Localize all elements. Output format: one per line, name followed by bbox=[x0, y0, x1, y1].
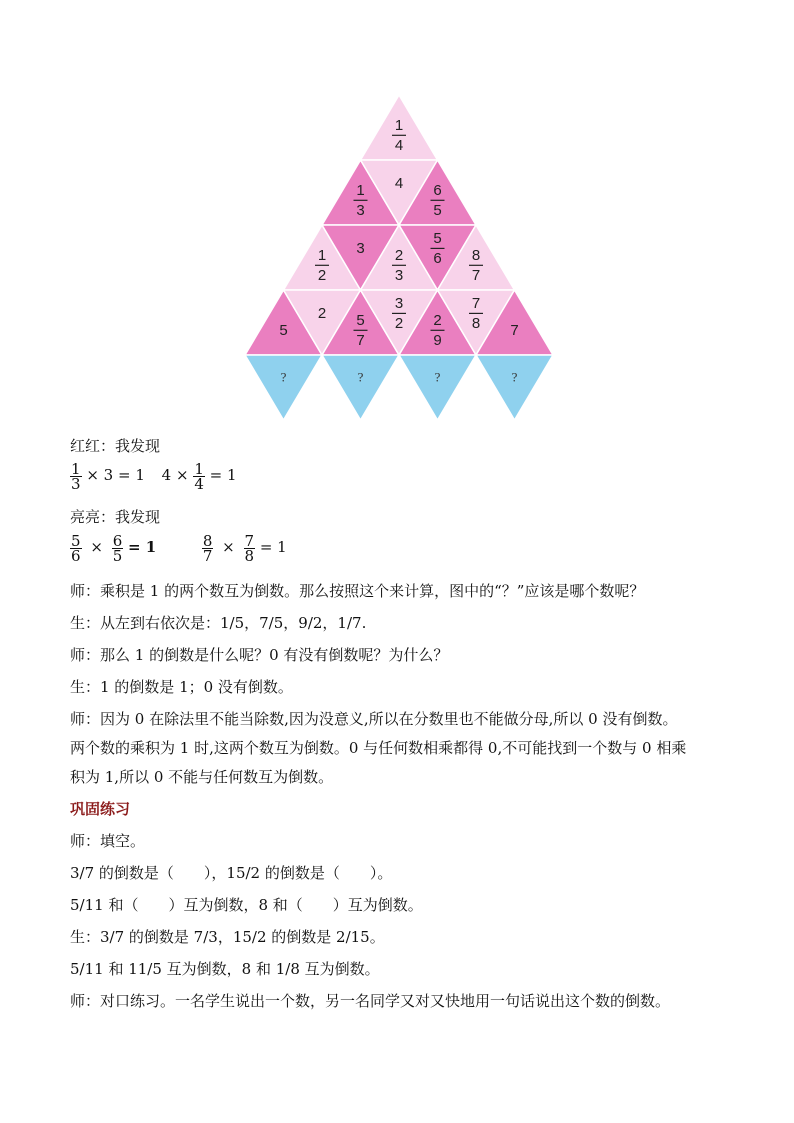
numerator: 8 bbox=[471, 246, 481, 264]
fraction: $\frac{8}{7}$ bbox=[202, 531, 213, 565]
numerator: 3 bbox=[394, 294, 404, 312]
fraction: $\frac{1}{4}$ bbox=[194, 459, 204, 493]
denominator: 3 bbox=[356, 201, 365, 219]
value: 4 bbox=[394, 174, 404, 192]
numerator: 1 bbox=[317, 246, 327, 264]
denominator: 2 bbox=[394, 314, 404, 332]
equation-text: × 3 = 1 bbox=[86, 466, 145, 484]
equation-line-2 bbox=[70, 532, 287, 563]
liang-discovery-label: 亮亮：我发现 bbox=[70, 508, 161, 526]
equation-text: 4 × bbox=[161, 466, 189, 484]
numerator: 1 bbox=[394, 116, 404, 134]
fraction: $\frac{6}{5}$ bbox=[112, 531, 123, 565]
student-answer-paragraph: 生：从左到右依次是：1/5，7/5，9/2，1/7. bbox=[70, 614, 367, 632]
denominator: 5 bbox=[433, 201, 442, 219]
value: 7 bbox=[510, 321, 519, 339]
teacher-question-paragraph: 师：乘积是 1 的两个数互为倒数。那么按照这个来计算，图中的“？”应该是哪个数呢？ bbox=[70, 582, 645, 600]
fraction: $\frac{5}{6}$ bbox=[71, 531, 81, 565]
teacher-explanation-line-2: 两个数的乘积为 1 时,这两个数互为倒数。0 与任何数相乘都得 0,不可能找到一个数与 0 相乘 bbox=[70, 739, 687, 757]
denominator: 6 bbox=[433, 249, 442, 267]
triangle-label bbox=[356, 240, 364, 257]
denominator: 3 bbox=[394, 266, 404, 284]
value: ? bbox=[280, 369, 287, 385]
value: 5 bbox=[279, 321, 288, 339]
equation-line-1 bbox=[70, 460, 237, 491]
equation-text: = 1 bbox=[209, 466, 237, 484]
exercise-line-2: 5/11 和（ ）互为倒数，8 和（ ）互为倒数。 bbox=[70, 896, 423, 914]
equation-text: = 1 bbox=[259, 538, 287, 556]
denominator: 9 bbox=[433, 331, 442, 349]
teacher-instruction: 师：填空。 bbox=[70, 832, 146, 850]
denominator: 7 bbox=[471, 266, 481, 284]
exercise-line-1: 3/7 的倒数是（ ），15/2 的倒数是（ ）。 bbox=[70, 864, 393, 882]
teacher-explanation-line-3: 积为 1,所以 0 不能与任何数互为倒数。 bbox=[70, 768, 334, 786]
triangle-label bbox=[318, 305, 326, 322]
triangle-label bbox=[358, 370, 364, 385]
question-triangle bbox=[476, 355, 553, 420]
value: 3 bbox=[356, 239, 365, 257]
denominator: 2 bbox=[317, 266, 327, 284]
fraction: $\frac{1}{3}$ bbox=[71, 459, 81, 493]
value: ? bbox=[511, 369, 518, 385]
reciprocal-triangle-puzzle bbox=[244, 95, 554, 425]
section-heading: 巩固练习 bbox=[70, 800, 131, 818]
question-triangle bbox=[322, 355, 399, 420]
times-sign: × bbox=[90, 538, 103, 556]
fraction: $\frac{7}{8}$ bbox=[244, 531, 255, 565]
numerator: 2 bbox=[394, 246, 404, 264]
denominator: 4 bbox=[394, 136, 404, 154]
teacher-question-paragraph: 师：那么 1 的倒数是什么呢？0 有没有倒数呢？为什么？ bbox=[70, 646, 449, 664]
teacher-practice-instruction: 师：对口练习。一名学生说出一个数，另一名同学又对又快地用一句话说出这个数的倒数。 bbox=[70, 992, 671, 1010]
triangle-label bbox=[512, 370, 518, 385]
denominator: 8 bbox=[471, 314, 481, 332]
value: ? bbox=[357, 369, 364, 385]
numerator: 5 bbox=[433, 229, 442, 247]
hong-discovery-label: 红红：我发现 bbox=[70, 437, 161, 455]
triangle-label bbox=[395, 175, 403, 192]
student-answer-line-2: 5/11 和 11/5 互为倒数，8 和 1/8 互为倒数。 bbox=[70, 960, 380, 978]
numerator: 7 bbox=[471, 294, 481, 312]
numerator: 1 bbox=[356, 181, 365, 199]
triangle-label bbox=[435, 370, 441, 385]
value: ? bbox=[434, 369, 441, 385]
triangle-label bbox=[279, 322, 287, 339]
teacher-explanation-line-1: 师：因为 0 在除法里不能当除数,因为没意义,所以在分数里也不能做分母,所以 0 没有倒数。 bbox=[70, 710, 678, 728]
triangle-label bbox=[510, 322, 518, 339]
equation-text: = 1 bbox=[128, 538, 157, 556]
denominator: 7 bbox=[356, 331, 365, 349]
student-answer-line-1: 生：3/7 的倒数是 7/3，15/2 的倒数是 2/15。 bbox=[70, 928, 385, 946]
triangle-label bbox=[281, 370, 287, 385]
student-answer-paragraph: 生：1 的倒数是 1；0 没有倒数。 bbox=[70, 678, 293, 696]
times-sign: × bbox=[222, 538, 235, 556]
numerator: 2 bbox=[433, 311, 442, 329]
value: 2 bbox=[317, 304, 327, 322]
numerator: 5 bbox=[356, 311, 365, 329]
question-triangle bbox=[399, 355, 476, 420]
question-triangle bbox=[245, 355, 322, 420]
numerator: 6 bbox=[433, 181, 442, 199]
